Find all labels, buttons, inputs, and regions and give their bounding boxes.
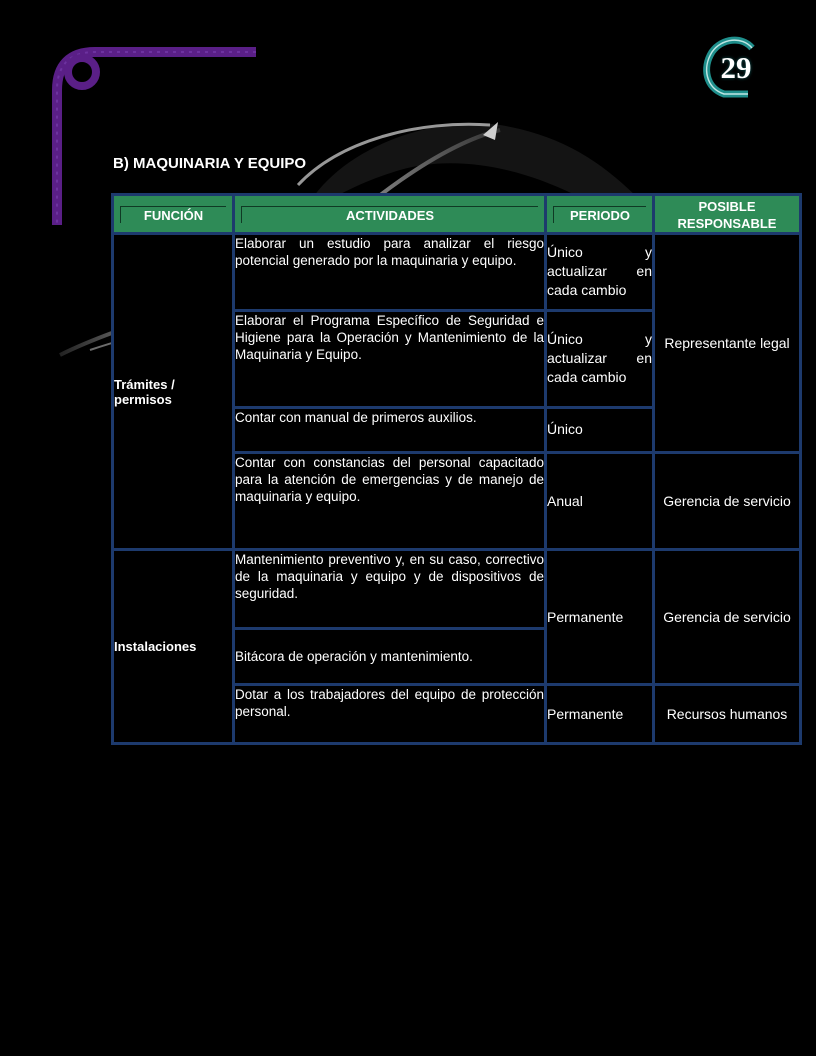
actividad-cell: Contar con manual de primeros auxilios. xyxy=(234,407,546,452)
maquinaria-table xyxy=(111,193,802,745)
header-actividades xyxy=(234,195,546,234)
header-funcion xyxy=(113,195,234,234)
table-row xyxy=(113,550,801,629)
actividad-cell: Elaborar el Programa Específico de Seguridad e Higiene para la Operación y Mantenimiento de la Maquinaria y Equipo. xyxy=(234,310,546,407)
responsable-cell: Recursos humanos xyxy=(654,685,801,744)
table-header-row xyxy=(113,195,801,234)
table-row xyxy=(113,234,801,311)
funcion-cell-instalaciones: Instalaciones xyxy=(113,550,234,744)
periodo-cell: Permanente xyxy=(546,685,654,744)
header-actividades-label: ACTIVIDADES xyxy=(241,206,538,223)
actividad-cell: Dotar a los trabajadores del equipo de protección personal. xyxy=(234,685,546,744)
actividad-cell: Mantenimiento preventivo y, en su caso, correctivo de la maquinaria y equipo y de dispositivos de seguridad. xyxy=(234,550,546,629)
periodo-cell: Único y actualizar en cada cambio xyxy=(546,234,654,311)
header-responsable xyxy=(654,195,801,234)
periodo-cell: Único xyxy=(546,407,654,452)
responsable-cell: Gerencia de servicio xyxy=(654,453,801,550)
section-title: B) MAQUINARIA Y EQUIPO xyxy=(113,155,307,172)
actividad-cell: Elaborar un estudio para analizar el riesgo potencial generado por la maquinaria y equipo. xyxy=(234,234,546,311)
periodo-cell: Único y actualizar en cada cambio xyxy=(546,310,654,407)
actividad-cell: Bitácora de operación y mantenimiento. xyxy=(234,628,546,685)
header-periodo-label: PERIODO xyxy=(553,206,646,223)
page-number: 29 xyxy=(720,50,752,85)
periodo-cell: Anual xyxy=(546,453,654,550)
header-periodo xyxy=(546,195,654,234)
header-funcion-label: FUNCIÓN xyxy=(120,206,226,223)
actividad-cell: Contar con constancias del personal capacitado para la atención de emergencias y de manejo de maquinaria y equipo. xyxy=(234,453,546,550)
funcion-cell-tramites: Trámites / permisos xyxy=(113,234,234,550)
responsable-cell: Representante legal xyxy=(654,234,801,453)
responsable-cell: Gerencia de servicio xyxy=(654,550,801,685)
periodo-cell: Permanente xyxy=(546,550,654,685)
header-responsable-label: POSIBLE RESPONSABLE xyxy=(677,198,777,231)
